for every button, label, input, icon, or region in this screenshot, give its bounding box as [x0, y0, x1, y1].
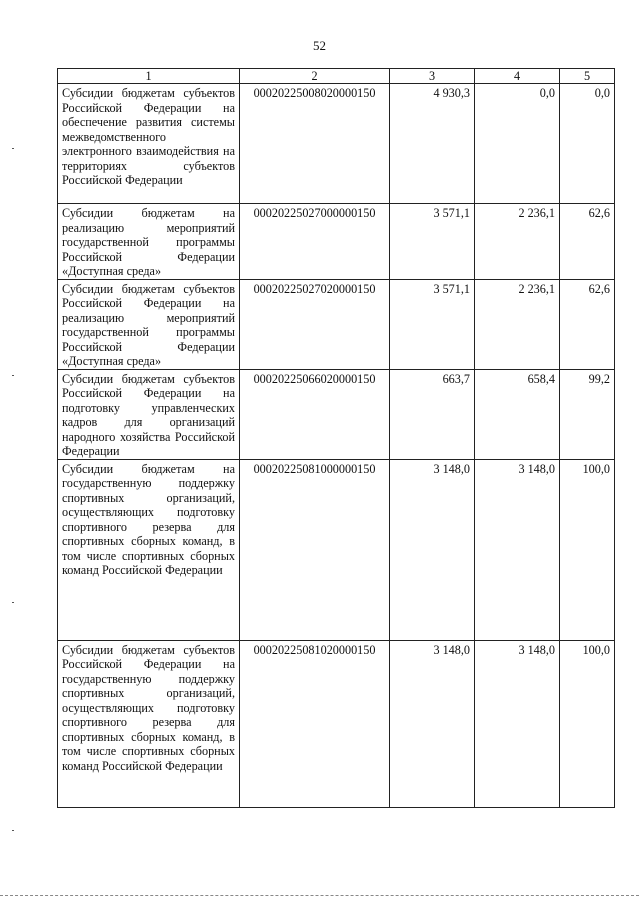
- header-col-1: 1: [58, 69, 240, 84]
- row-col-4: 2 236,1: [475, 204, 560, 280]
- table-row: [58, 279, 615, 369]
- row-col-5: 99,2: [560, 369, 615, 459]
- margin-mark: [12, 602, 14, 603]
- margin-mark: [12, 830, 14, 831]
- row-code: 00020225027020000150: [240, 279, 390, 369]
- row-code: 00020225066020000150: [240, 369, 390, 459]
- header-row: [58, 69, 615, 84]
- row-col-5: 100,0: [560, 459, 615, 640]
- scan-edge-line: [0, 895, 639, 896]
- margin-mark: [12, 375, 14, 376]
- header-col-3: 3: [390, 69, 475, 84]
- row-code: 00020225027000000150: [240, 204, 390, 280]
- row-col-3: 3 571,1: [390, 204, 475, 280]
- row-name: Субсидии бюджетам на реализацию мероприятий государственной программы Российской Федерации «Доступная среда»: [58, 204, 240, 280]
- row-col-4: 0,0: [475, 84, 560, 204]
- row-col-3: 3 148,0: [390, 640, 475, 807]
- row-col-4: 658,4: [475, 369, 560, 459]
- header-col-5: 5: [560, 69, 615, 84]
- page-number: 52: [313, 38, 326, 53]
- table-row: [58, 84, 615, 204]
- row-col-3: 663,7: [390, 369, 475, 459]
- row-col-3: 3 571,1: [390, 279, 475, 369]
- row-col-3: 3 148,0: [390, 459, 475, 640]
- row-col-5: 100,0: [560, 640, 615, 807]
- row-code: 00020225008020000150: [240, 84, 390, 204]
- row-col-3: 4 930,3: [390, 84, 475, 204]
- table-row: [58, 204, 615, 280]
- row-col-4: 3 148,0: [475, 459, 560, 640]
- row-col-5: 0,0: [560, 84, 615, 204]
- row-code: 00020225081020000150: [240, 640, 390, 807]
- row-code: 00020225081000000150: [240, 459, 390, 640]
- header-col-4: 4: [475, 69, 560, 84]
- row-name: Субсидии бюджетам на государственную поддержку спортивных организаций, осуществляющих подготовку спортивного резерва для спортивных сборных команд, в том числе спортивных сборных команд Российской Федерации: [58, 459, 240, 640]
- row-col-4: 3 148,0: [475, 640, 560, 807]
- row-col-5: 62,6: [560, 279, 615, 369]
- row-name: Субсидии бюджетам субъектов Российской Федерации на реализацию мероприятий государственной программы Российской Федерации «Доступная среда»: [58, 279, 240, 369]
- row-col-5: 62,6: [560, 204, 615, 280]
- header-col-2: 2: [240, 69, 390, 84]
- table-row: [58, 459, 615, 640]
- row-col-4: 2 236,1: [475, 279, 560, 369]
- budget-table: [57, 68, 615, 808]
- margin-mark: [12, 148, 14, 149]
- row-name: Субсидии бюджетам субъектов Российской Федерации на обеспечение развития системы межведомственного электронного взаимодействия на территориях субъектов Российской Федерации: [58, 84, 240, 204]
- table-row: [58, 640, 615, 807]
- row-name: Субсидии бюджетам субъектов Российской Федерации на государственную поддержку спортивных организаций, осуществляющих подготовку спортивного резерва для спортивных сборных команд, в том числе спортивных сборных команд Российской Федерации: [58, 640, 240, 807]
- row-name: Субсидии бюджетам субъектов Российской Федерации на подготовку управленческих кадров для организаций народного хозяйства Российской Федерации: [58, 369, 240, 459]
- table-row: [58, 369, 615, 459]
